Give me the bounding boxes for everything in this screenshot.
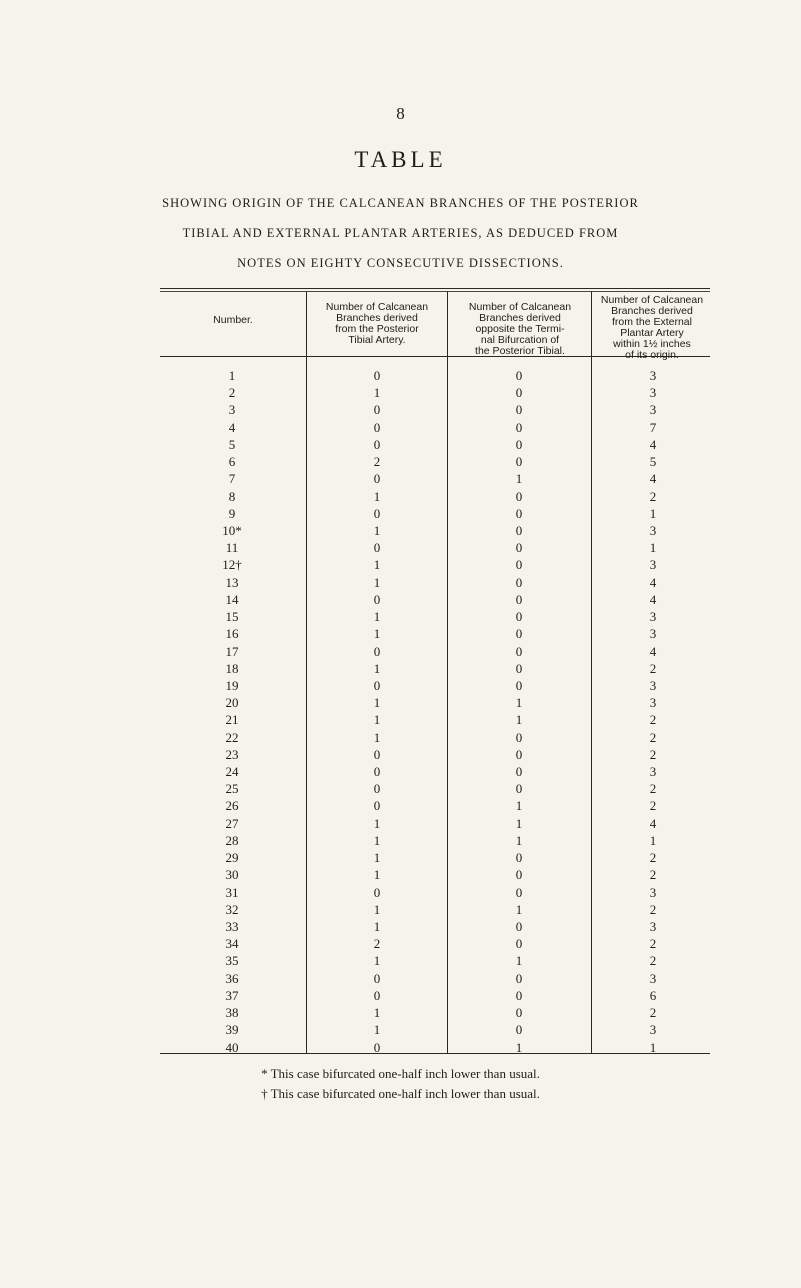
cell-terminal-bifurcation: 0 bbox=[515, 436, 523, 452]
cell-posterior-tibial: 1 bbox=[373, 609, 381, 625]
table-row bbox=[160, 643, 710, 660]
cell-number: 14 bbox=[225, 591, 239, 607]
table-row bbox=[160, 625, 710, 642]
table-row bbox=[160, 815, 710, 832]
table-row bbox=[160, 505, 710, 522]
cell-posterior-tibial: 1 bbox=[373, 815, 381, 831]
table-row bbox=[160, 884, 710, 901]
cell-number: 18 bbox=[225, 660, 239, 676]
cell-terminal-bifurcation: 0 bbox=[515, 591, 523, 607]
cell-terminal-bifurcation: 0 bbox=[515, 919, 523, 934]
cell-posterior-tibial: 1 bbox=[373, 953, 381, 969]
cell-number: 33 bbox=[225, 919, 239, 934]
cell-terminal-bifurcation: 0 bbox=[515, 368, 523, 383]
table-row bbox=[160, 797, 710, 814]
table-row bbox=[160, 522, 710, 539]
table-subtitle bbox=[0, 188, 801, 278]
table-row bbox=[160, 832, 710, 849]
header-line: nal Bifurcation of bbox=[480, 334, 560, 346]
header-line: from the External bbox=[612, 316, 692, 328]
table-row bbox=[160, 1039, 710, 1056]
table-row bbox=[160, 763, 710, 780]
cell-number: 10* bbox=[222, 522, 242, 538]
cell-external-plantar: 4 bbox=[649, 815, 657, 831]
cell-external-plantar: 4 bbox=[649, 574, 657, 590]
header-line: opposite the Termi- bbox=[475, 323, 565, 335]
table-row bbox=[160, 918, 710, 935]
cell-terminal-bifurcation: 0 bbox=[515, 540, 523, 556]
column-header-terminal-bifurcation bbox=[452, 302, 588, 357]
cell-number: 2 bbox=[228, 385, 236, 401]
cell-number: 12† bbox=[222, 557, 242, 573]
cell-number: 19 bbox=[225, 677, 239, 693]
cell-posterior-tibial: 0 bbox=[373, 1039, 381, 1055]
column-header-posterior-tibial bbox=[310, 302, 444, 346]
cell-terminal-bifurcation: 1 bbox=[515, 832, 523, 848]
cell-terminal-bifurcation: 0 bbox=[515, 677, 523, 693]
cell-terminal-bifurcation: 1 bbox=[515, 815, 523, 831]
cell-number: 34 bbox=[225, 936, 239, 952]
cell-terminal-bifurcation: 0 bbox=[515, 626, 523, 642]
header-line: Branches derived bbox=[611, 305, 693, 317]
cell-posterior-tibial: 0 bbox=[373, 591, 381, 607]
cell-number: 20 bbox=[225, 695, 239, 711]
cell-external-plantar: 1 bbox=[649, 832, 657, 848]
table-row bbox=[160, 1004, 710, 1021]
cell-external-plantar: 3 bbox=[649, 970, 657, 986]
cell-terminal-bifurcation: 0 bbox=[515, 884, 523, 900]
table-row bbox=[160, 591, 710, 608]
cell-external-plantar: 1 bbox=[649, 1039, 657, 1055]
cell-terminal-bifurcation: 0 bbox=[515, 987, 523, 1003]
cell-terminal-bifurcation: 0 bbox=[515, 781, 523, 797]
footnote-dagger: † This case bifurcated one-half inch lower than usual. bbox=[261, 1086, 540, 1101]
cell-number: 23 bbox=[225, 746, 239, 762]
cell-external-plantar: 2 bbox=[649, 867, 657, 883]
cell-number: 17 bbox=[225, 643, 239, 659]
table-title: TABLE bbox=[354, 147, 447, 172]
table-row bbox=[160, 987, 710, 1004]
cell-terminal-bifurcation: 0 bbox=[515, 454, 523, 470]
cell-number: 8 bbox=[228, 488, 236, 504]
cell-posterior-tibial: 0 bbox=[373, 764, 381, 780]
cell-external-plantar: 2 bbox=[649, 729, 657, 745]
table-row bbox=[160, 574, 710, 591]
table-row bbox=[160, 694, 710, 711]
table-row bbox=[160, 488, 710, 505]
cell-number: 36 bbox=[225, 970, 239, 986]
cell-external-plantar: 3 bbox=[649, 385, 657, 401]
cell-number: 1 bbox=[228, 368, 236, 383]
cell-external-plantar: 5 bbox=[649, 454, 657, 470]
cell-posterior-tibial: 1 bbox=[373, 901, 381, 917]
cell-external-plantar: 3 bbox=[649, 695, 657, 711]
cell-number: 39 bbox=[225, 1022, 239, 1038]
cell-number: 28 bbox=[225, 832, 239, 848]
cell-posterior-tibial: 1 bbox=[373, 712, 381, 728]
cell-posterior-tibial: 0 bbox=[373, 505, 381, 521]
cell-posterior-tibial: 1 bbox=[373, 919, 381, 934]
table-top-rule-inner bbox=[160, 291, 710, 292]
cell-posterior-tibial: 0 bbox=[373, 987, 381, 1003]
cell-posterior-tibial: 1 bbox=[373, 626, 381, 642]
column-header-external-plantar bbox=[594, 295, 710, 361]
cell-external-plantar: 2 bbox=[649, 798, 657, 814]
table-row bbox=[160, 780, 710, 797]
cell-number: 15 bbox=[225, 609, 239, 625]
page-number: 8 bbox=[396, 104, 405, 123]
cell-external-plantar: 3 bbox=[649, 884, 657, 900]
header-line: Number. bbox=[213, 314, 253, 326]
cell-posterior-tibial: 0 bbox=[373, 643, 381, 659]
cell-number: 7 bbox=[228, 471, 236, 487]
cell-number: 4 bbox=[228, 419, 236, 435]
cell-posterior-tibial: 2 bbox=[373, 454, 381, 470]
cell-external-plantar: 2 bbox=[649, 781, 657, 797]
cell-posterior-tibial: 0 bbox=[373, 798, 381, 814]
cell-terminal-bifurcation: 0 bbox=[515, 402, 523, 418]
cell-number: 30 bbox=[225, 867, 239, 883]
cell-external-plantar: 2 bbox=[649, 712, 657, 728]
cell-number: 25 bbox=[225, 781, 239, 797]
cell-terminal-bifurcation: 0 bbox=[515, 609, 523, 625]
subtitle-line-1: SHOWING ORIGIN OF THE CALCANEAN BRANCHES OF THE POSTERIOR bbox=[162, 196, 639, 210]
header-line: Number of Calcanean bbox=[468, 301, 572, 313]
cell-number: 13 bbox=[225, 574, 239, 590]
cell-external-plantar: 1 bbox=[649, 540, 657, 556]
cell-terminal-bifurcation: 1 bbox=[515, 712, 523, 728]
cell-number: 24 bbox=[225, 764, 239, 780]
cell-number: 6 bbox=[228, 454, 236, 470]
cell-number: 9 bbox=[228, 505, 236, 521]
cell-posterior-tibial: 0 bbox=[373, 781, 381, 797]
cell-posterior-tibial: 0 bbox=[373, 746, 381, 762]
cell-number: 3 bbox=[228, 402, 236, 418]
table-row bbox=[160, 539, 710, 556]
cell-posterior-tibial: 1 bbox=[373, 695, 381, 711]
cell-number: 37 bbox=[225, 987, 239, 1003]
header-line: Tibial Artery. bbox=[348, 334, 406, 346]
cell-terminal-bifurcation: 0 bbox=[515, 419, 523, 435]
table-row bbox=[160, 901, 710, 918]
cell-external-plantar: 3 bbox=[649, 609, 657, 625]
table-row bbox=[160, 384, 710, 401]
table-row bbox=[160, 729, 710, 746]
cell-terminal-bifurcation: 1 bbox=[515, 471, 523, 487]
cell-terminal-bifurcation: 0 bbox=[515, 505, 523, 521]
subtitle-line-3: NOTES ON EIGHTY CONSECUTIVE DISSECTIONS. bbox=[237, 256, 564, 270]
cell-number: 32 bbox=[225, 901, 239, 917]
cell-terminal-bifurcation: 0 bbox=[515, 385, 523, 401]
cell-posterior-tibial: 1 bbox=[373, 660, 381, 676]
table-row bbox=[160, 677, 710, 694]
cell-posterior-tibial: 1 bbox=[373, 1005, 381, 1021]
table-row bbox=[160, 367, 710, 384]
cell-terminal-bifurcation: 0 bbox=[515, 764, 523, 780]
cell-terminal-bifurcation: 0 bbox=[515, 574, 523, 590]
cell-number: 21 bbox=[225, 712, 239, 728]
cell-external-plantar: 3 bbox=[649, 402, 657, 418]
cell-external-plantar: 3 bbox=[649, 677, 657, 693]
table-row bbox=[160, 453, 710, 470]
cell-terminal-bifurcation: 1 bbox=[515, 901, 523, 917]
footnote-asterisk: * This case bifurcated one-half inch lower than usual. bbox=[261, 1066, 540, 1081]
table-row bbox=[160, 849, 710, 866]
table-row bbox=[160, 952, 710, 969]
column-header-number bbox=[162, 315, 304, 326]
cell-external-plantar: 2 bbox=[649, 660, 657, 676]
header-line: Branches derived bbox=[479, 312, 561, 324]
cell-external-plantar: 2 bbox=[649, 936, 657, 952]
cell-terminal-bifurcation: 0 bbox=[515, 936, 523, 952]
cell-terminal-bifurcation: 0 bbox=[515, 850, 523, 866]
cell-terminal-bifurcation: 1 bbox=[515, 798, 523, 814]
cell-terminal-bifurcation: 0 bbox=[515, 643, 523, 659]
cell-terminal-bifurcation: 1 bbox=[515, 953, 523, 969]
cell-number: 38 bbox=[225, 1005, 239, 1021]
cell-terminal-bifurcation: 0 bbox=[515, 660, 523, 676]
cell-external-plantar: 2 bbox=[649, 901, 657, 917]
cell-terminal-bifurcation: 0 bbox=[515, 867, 523, 883]
cell-terminal-bifurcation: 0 bbox=[515, 746, 523, 762]
cell-number: 27 bbox=[225, 815, 239, 831]
header-line: within 1½ inches bbox=[613, 338, 691, 350]
cell-posterior-tibial: 1 bbox=[373, 557, 381, 573]
cell-terminal-bifurcation: 0 bbox=[515, 970, 523, 986]
cell-number: 29 bbox=[225, 850, 239, 866]
table-row bbox=[160, 711, 710, 728]
table-row bbox=[160, 746, 710, 763]
cell-external-plantar: 4 bbox=[649, 591, 657, 607]
cell-external-plantar: 3 bbox=[649, 764, 657, 780]
cell-posterior-tibial: 1 bbox=[373, 385, 381, 401]
cell-external-plantar: 4 bbox=[649, 436, 657, 452]
table-row bbox=[160, 970, 710, 987]
cell-external-plantar: 4 bbox=[649, 471, 657, 487]
cell-number: 31 bbox=[225, 884, 239, 900]
cell-terminal-bifurcation: 0 bbox=[515, 1005, 523, 1021]
cell-posterior-tibial: 0 bbox=[373, 970, 381, 986]
cell-posterior-tibial: 0 bbox=[373, 884, 381, 900]
cell-number: 26 bbox=[225, 798, 239, 814]
table-row bbox=[160, 419, 710, 436]
cell-external-plantar: 4 bbox=[649, 643, 657, 659]
cell-posterior-tibial: 1 bbox=[373, 850, 381, 866]
cell-terminal-bifurcation: 0 bbox=[515, 522, 523, 538]
table-body bbox=[160, 367, 710, 1056]
cell-terminal-bifurcation: 0 bbox=[515, 557, 523, 573]
cell-external-plantar: 7 bbox=[649, 419, 657, 435]
cell-posterior-tibial: 0 bbox=[373, 436, 381, 452]
table-row bbox=[160, 1021, 710, 1038]
cell-terminal-bifurcation: 0 bbox=[515, 488, 523, 504]
table-row bbox=[160, 556, 710, 573]
cell-external-plantar: 3 bbox=[649, 919, 657, 934]
cell-posterior-tibial: 0 bbox=[373, 471, 381, 487]
cell-external-plantar: 3 bbox=[649, 522, 657, 538]
cell-posterior-tibial: 1 bbox=[373, 867, 381, 883]
cell-external-plantar: 2 bbox=[649, 953, 657, 969]
table-row bbox=[160, 401, 710, 418]
table-top-rule bbox=[160, 288, 710, 289]
cell-external-plantar: 3 bbox=[649, 368, 657, 383]
cell-external-plantar: 3 bbox=[649, 626, 657, 642]
cell-external-plantar: 2 bbox=[649, 746, 657, 762]
cell-posterior-tibial: 0 bbox=[373, 419, 381, 435]
header-line: Number of Calcanean bbox=[600, 294, 704, 306]
cell-terminal-bifurcation: 0 bbox=[515, 1022, 523, 1038]
header-line: Number of Calcanean bbox=[325, 301, 429, 313]
cell-external-plantar: 6 bbox=[649, 987, 657, 1003]
cell-number: 11 bbox=[225, 540, 239, 556]
cell-posterior-tibial: 0 bbox=[373, 402, 381, 418]
cell-number: 5 bbox=[228, 436, 236, 452]
cell-posterior-tibial: 1 bbox=[373, 522, 381, 538]
cell-posterior-tibial: 2 bbox=[373, 936, 381, 952]
cell-terminal-bifurcation: 1 bbox=[515, 1039, 523, 1055]
cell-external-plantar: 1 bbox=[649, 505, 657, 521]
header-line: of its origin. bbox=[625, 349, 679, 361]
table-row bbox=[160, 436, 710, 453]
cell-external-plantar: 3 bbox=[649, 557, 657, 573]
header-line: the Posterior Tibial. bbox=[475, 345, 565, 357]
cell-posterior-tibial: 1 bbox=[373, 729, 381, 745]
cell-number: 35 bbox=[225, 953, 239, 969]
table-row bbox=[160, 866, 710, 883]
cell-posterior-tibial: 0 bbox=[373, 677, 381, 693]
cell-posterior-tibial: 1 bbox=[373, 832, 381, 848]
header-line: Plantar Artery bbox=[620, 327, 684, 339]
cell-external-plantar: 2 bbox=[649, 488, 657, 504]
cell-number: 22 bbox=[225, 729, 239, 745]
header-line: from the Posterior bbox=[335, 323, 419, 335]
cell-posterior-tibial: 1 bbox=[373, 574, 381, 590]
cell-number: 16 bbox=[225, 626, 239, 642]
table-row bbox=[160, 608, 710, 625]
cell-posterior-tibial: 0 bbox=[373, 540, 381, 556]
cell-external-plantar: 3 bbox=[649, 1022, 657, 1038]
cell-terminal-bifurcation: 0 bbox=[515, 729, 523, 745]
subtitle-line-2: TIBIAL AND EXTERNAL PLANTAR ARTERIES, AS DEDUCED FROM bbox=[182, 226, 619, 240]
cell-external-plantar: 2 bbox=[649, 1005, 657, 1021]
cell-posterior-tibial: 1 bbox=[373, 1022, 381, 1038]
cell-terminal-bifurcation: 1 bbox=[515, 695, 523, 711]
header-line: Branches derived bbox=[336, 312, 418, 324]
table-row bbox=[160, 660, 710, 677]
cell-posterior-tibial: 0 bbox=[373, 368, 381, 383]
cell-number: 40 bbox=[225, 1039, 239, 1055]
cell-external-plantar: 2 bbox=[649, 850, 657, 866]
table-row bbox=[160, 470, 710, 487]
table-row bbox=[160, 935, 710, 952]
cell-posterior-tibial: 1 bbox=[373, 488, 381, 504]
